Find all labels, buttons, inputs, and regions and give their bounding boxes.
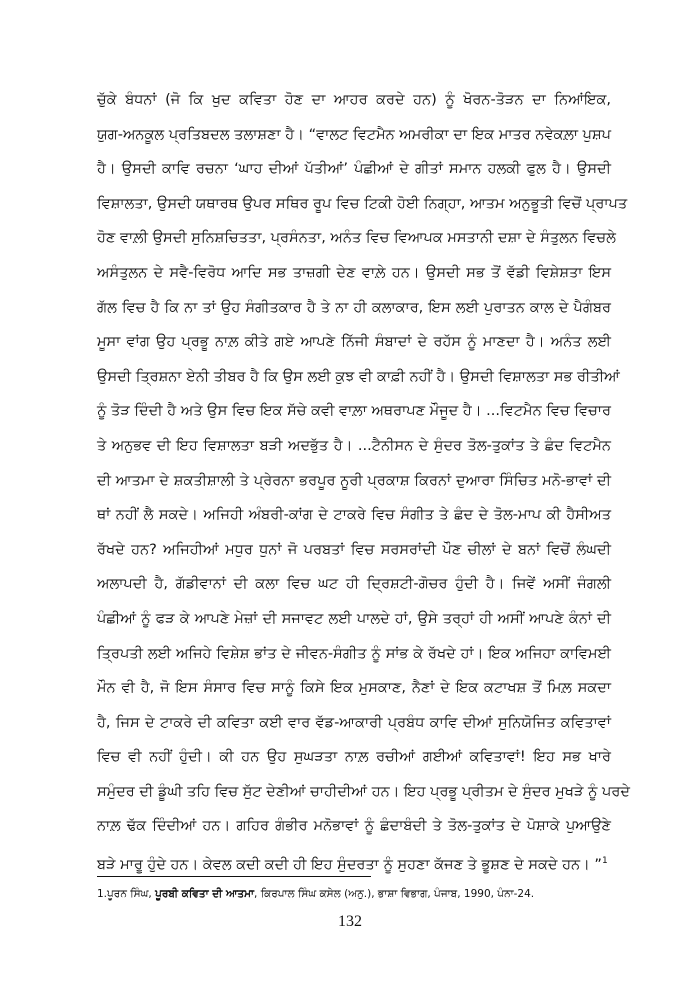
text-line: ਵਿਸ਼ਾਲਤਾ, ਉਸਦੀ ਯਥਾਰਥ ਉਪਰ ਸਥਿਰ ਰੂਪ ਵਿਚ ਟਿਕੀ ਹੋਈ ਨਿਗ੍ਹਾ, ਆਤਮ ਅਨੁਭੂਤੀ ਵਿਚੋਂ ਪ੍ਰਾਪਤ	[97, 195, 628, 212]
text-line: ਯੁਗ-ਅਨਕੂਲ ਪ੍ਰਤਿਬਦਲ ਤਲਾਸ਼ਣਾ ਹੈ। “ਵਾਲਟ ਵਿਟਮੈਨ ਅਮਰੀਕਾ ਦਾ ਇਕ ਮਾਤਰ ਨਵੇਕਲ਼ਾ ਪੁਸ਼ਪ	[97, 126, 611, 143]
text-line: ਪੰਛੀਆਂ ਨੂੰ ਫੜ ਕੇ ਆਪਣੇ ਮੇਜ਼ਾਂ ਦੀ ਸਜਾਵਟ ਲਈ ਪਾਲਦੇ ਹਾਂ, ਉਸੇ ਤਰ੍ਹਾਂ ਹੀ ਅਸੀਂ ਆਪਣੇ ਕੰਨਾਂ ਦੀ	[97, 610, 611, 627]
text-line: ਅਲਾਪਦੀ ਹੈ, ਗੱਡੀਵਾਨਾਂ ਦੀ ਕਲਾ ਵਿਚ ਘਟ ਹੀ ਦ੍ਰਿਸ਼ਟੀ-ਗੋਚਰ ਹੁੰਦੀ ਹੈ। ਜਿਵੇਂ ਅਸੀਂ ਜੰਗਲੀ	[97, 576, 611, 593]
text-line: ਚੁੱਕੇ ਬੰਧਨਾਂ (ਜੋ ਕਿ ਖੁਦ ਕਵਿਤਾ ਹੋਣ ਦਾ ਆਹਰ ਕਰਦੇ ਹਨ) ਨੂੰ ਖੋਰਨ-ਤੋੜਨ ਦਾ ਨਿਆਂਇਕ,	[97, 92, 611, 108]
footnote-reference: 1	[601, 856, 608, 867]
footnote-author: ਪੂਰਨ ਸਿੰਘ,	[107, 888, 156, 900]
footnote-details: , ਕਿਰਪਾਲ ਸਿੰਘ ਕਸੇਲ (ਅਨੁ.), ਭਾਸ਼ਾ ਵਿਭਾਗ, ਪੰਜਾਬ, 1990, ਪੰਨਾ-24.	[254, 888, 535, 900]
text-line: ਅਸੰਤੁਲਨ ਦੇ ਸਵੈ-ਵਿਰੋਧ ਆਦਿ ਸਭ ਤਾਜ਼ਗੀ ਦੇਣ ਵਾਲ਼ੇ ਹਨ। ਉਸਦੀ ਸਭ ਤੋਂ ਵੱਡੀ ਵਿਸ਼ੇਸ਼ਤਾ ਇਸ	[97, 264, 611, 281]
footnote	[97, 888, 534, 901]
body-text	[97, 86, 631, 882]
text-line: ਹੈ, ਜਿਸ ਦੇ ਟਾਕਰੇ ਦੀ ਕਵਿਤਾ ਕਈ ਵਾਰ ਵੱਡ-ਆਕਾਰੀ ਪ੍ਰਬੰਧ ਕਾਵਿ ਦੀਆਂ ਸੁਨਿਯੋਜਿਤ ਕਵਿਤਾਵਾਂ	[97, 714, 611, 731]
text-line: ਸਮੁੰਦਰ ਦੀ ਡੂੰਘੀ ਤਹਿ ਵਿਚ ਸੁੱਟ ਦੇਣੀਆਂ ਚਾਹੀਦੀਆਂ ਹਨ। ਇਹ ਪ੍ਰਭੂ ਪ੍ਰੀਤਮ ਦੇ ਸੁੰਦਰ ਮੁਖੜੇ ਨੂੰ ਪਰਦੇ	[97, 783, 631, 800]
text-line: ਉਸਦੀ ਤ੍ਰਿਸ਼ਨਾ ਏਨੀ ਤੀਬਰ ਹੈ ਕਿ ਉਸ ਲਈ ਕੁਝ ਵੀ ਕਾਫ਼ੀ ਨਹੀਂ ਹੈ। ਉਸਦੀ ਵਿਸ਼ਾਲਤਾ ਸਭ ਰੀਤੀਆਂ	[97, 368, 620, 385]
footnote-divider	[97, 876, 371, 877]
text-line: ਦੀ ਆਤਮਾ ਦੇ ਸ਼ਕਤੀਸ਼ਾਲੀ ਤੇ ਪ੍ਰੇਰਨਾ ਭਰਪੂਰ ਨੂਰੀ ਪ੍ਰਕਾਸ਼ ਕਿਰਨਾਂ ਦੁਆਰਾ ਸਿੰਚਿਤ ਮਨੋ-ਭਾਵਾਂ ਦੀ	[97, 472, 611, 489]
text-line: ਰੱਖਦੇ ਹਨ? ਅਜਿਹੀਆਂ ਮਧੁਰ ਧੁਨਾਂ ਜੋ ਪਰਬਤਾਂ ਵਿਚ ਸਰਸਰਾਂਦੀ ਪੌਣ ਚੀਲਾਂ ਦੇ ਬਨਾਂ ਵਿਚੋਂ ਲੰਘਦੀ	[97, 541, 611, 558]
footnote-book-title: ਪੂਰਬੀ ਕਵਿਤਾ ਦੀ ਆਤਮਾ	[155, 888, 255, 900]
text-line: ਗੱਲ ਵਿਚ ਹੈ ਕਿ ਨਾ ਤਾਂ ਉਹ ਸੰਗੀਤਕਾਰ ਹੈ ਤੇ ਨਾ ਹੀ ਕਲਾਕਾਰ, ਇਸ ਲਈ ਪੁਰਾਤਨ ਕਾਲ ਦੇ ਪੈਗੰਬਰ	[97, 299, 611, 316]
text-line: ਤੇ ਅਨੁਭਵ ਦੀ ਇਹ ਵਿਸ਼ਾਲਤਾ ਬੜੀ ਅਦਭੁੱਤ ਹੈ। ...ਟੈਨੀਸਨ ਦੇ ਸੁੰਦਰ ਤੋਲ-ਤੁਕਾਂਤ ਤੇ ਛੰਦ ਵਿਟਮੈਨ	[97, 437, 611, 454]
footnote-number: 1.	[97, 888, 108, 900]
text-line-content: ਬੜੇ ਮਾਰੂ ਹੁੰਦੇ ਹਨ। ਕੇਵਲ ਕਦੀ ਕਦੀ ਹੀ ਇਹ ਸੁੰਦਰਤਾ ਨੂੰ ਸੁਹਣਾ ਕੱਜਣ ਤੇ ਭੂਸ਼ਣ ਦੇ ਸਕਦੇ ਹਨ। ”	[97, 856, 602, 873]
text-line: ਮੌਨ ਵੀ ਹੈ, ਜੋ ਇਸ ਸੰਸਾਰ ਵਿਚ ਸਾਨੂੰ ਕਿਸੇ ਇਕ ਮੁਸਕਾਣ, ਨੈਣਾਂ ਦੇ ਇਕ ਕਟਾਖਸ਼ ਤੋਂ ਮਿਲ਼ ਸਕਦਾ	[97, 680, 611, 697]
text-line: ਥਾਂ ਨਹੀਂ ਲੈ ਸਕਦੇ। ਅਜਿਹੀ ਅੰਬਰੀ-ਕਾਂਗ ਦੇ ਟਾਕਰੇ ਵਿਚ ਸੰਗੀਤ ਤੇ ਛੰਦ ਦੇ ਤੋਲ-ਮਾਪ ਕੀ ਹੈਸੀਅਤ	[97, 507, 611, 524]
text-line: ਹੋਣ ਵਾਲ਼ੀ ਉਸਦੀ ਸੁਨਿਸ਼ਚਿਤਤਾ, ਪ੍ਰਸੰਨਤਾ, ਅਨੰਤ ਵਿਚ ਵਿਆਪਕ ਮਸਤਾਨੀ ਦਸ਼ਾ ਦੇ ਸੰਤੁਲਨ ਵਿਚਲੇ	[97, 230, 616, 247]
text-line: ਨੂੰ ਤੋੜ ਦਿੰਦੀ ਹੈ ਅਤੇ ਉਸ ਵਿਚ ਇਕ ਸੱਚੇ ਕਵੀ ਵਾਲ਼ਾ ਅਥਰਾਪਣ ਮੌਜੂਦ ਹੈ। ...ਵਿਟਮੈਨ ਵਿਚ ਵਿਚਾਰ	[97, 403, 612, 420]
text-line: ਤ੍ਰਿਪਤੀ ਲਈ ਅਜਿਹੇ ਵਿਸ਼ੇਸ਼ ਭਾਂਤ ਦੇ ਜੀਵਨ-ਸੰਗੀਤ ਨੂੰ ਸਾਂਭ ਕੇ ਰੱਖਦੇ ਹਾਂ। ਇਕ ਅਜਿਹਾ ਕਾਵਿਮਈ	[97, 645, 611, 662]
page-number: 132	[338, 913, 362, 930]
text-line: ਹੈ। ਉਸਦੀ ਕਾਵਿ ਰਚਨਾ ‘ਘਾਹ ਦੀਆਂ ਪੱਤੀਆਂ’ ਪੰਛੀਆਂ ਦੇ ਗੀਤਾਂ ਸਮਾਨ ਹਲਕੀ ਫੁਲ ਹੈ। ਉਸਦੀ	[97, 161, 611, 178]
text-line: ਵਿਚ ਵੀ ਨਹੀਂ ਹੁੰਦੀ। ਕੀ ਹਨ ਉਹ ਸੁਘੜਤਾ ਨਾਲ਼ ਰਚੀਆਂ ਗਈਆਂ ਕਵਿਤਾਵਾਂ! ਇਹ ਸਭ ਖਾਰੇ	[97, 749, 611, 766]
text-line: ਨਾਲ਼ ਢੱਕ ਦਿੰਦੀਆਂ ਹਨ। ਗਹਿਰ ਗੰਭੀਰ ਮਨੋਭਾਵਾਂ ਨੂੰ ਛੰਦਾਬੰਦੀ ਤੇ ਤੋਲ-ਤੁਕਾਂਤ ਦੇ ਪੋਸ਼ਾਕੇ ਪੁਆਉਣੇ	[97, 818, 611, 835]
text-line: ਮੂਸਾ ਵਾਂਗ ਉਹ ਪ੍ਰਭੂ ਨਾਲ਼ ਕੀਤੇ ਗਏ ਆਪਣੇ ਨਿੱਜੀ ਸੰਬਾਦਾਂ ਦੇ ਰਹੱਸ ਨੂੰ ਮਾਣਦਾ ਹੈ। ਅਨੰਤ ਲਈ	[97, 334, 611, 351]
